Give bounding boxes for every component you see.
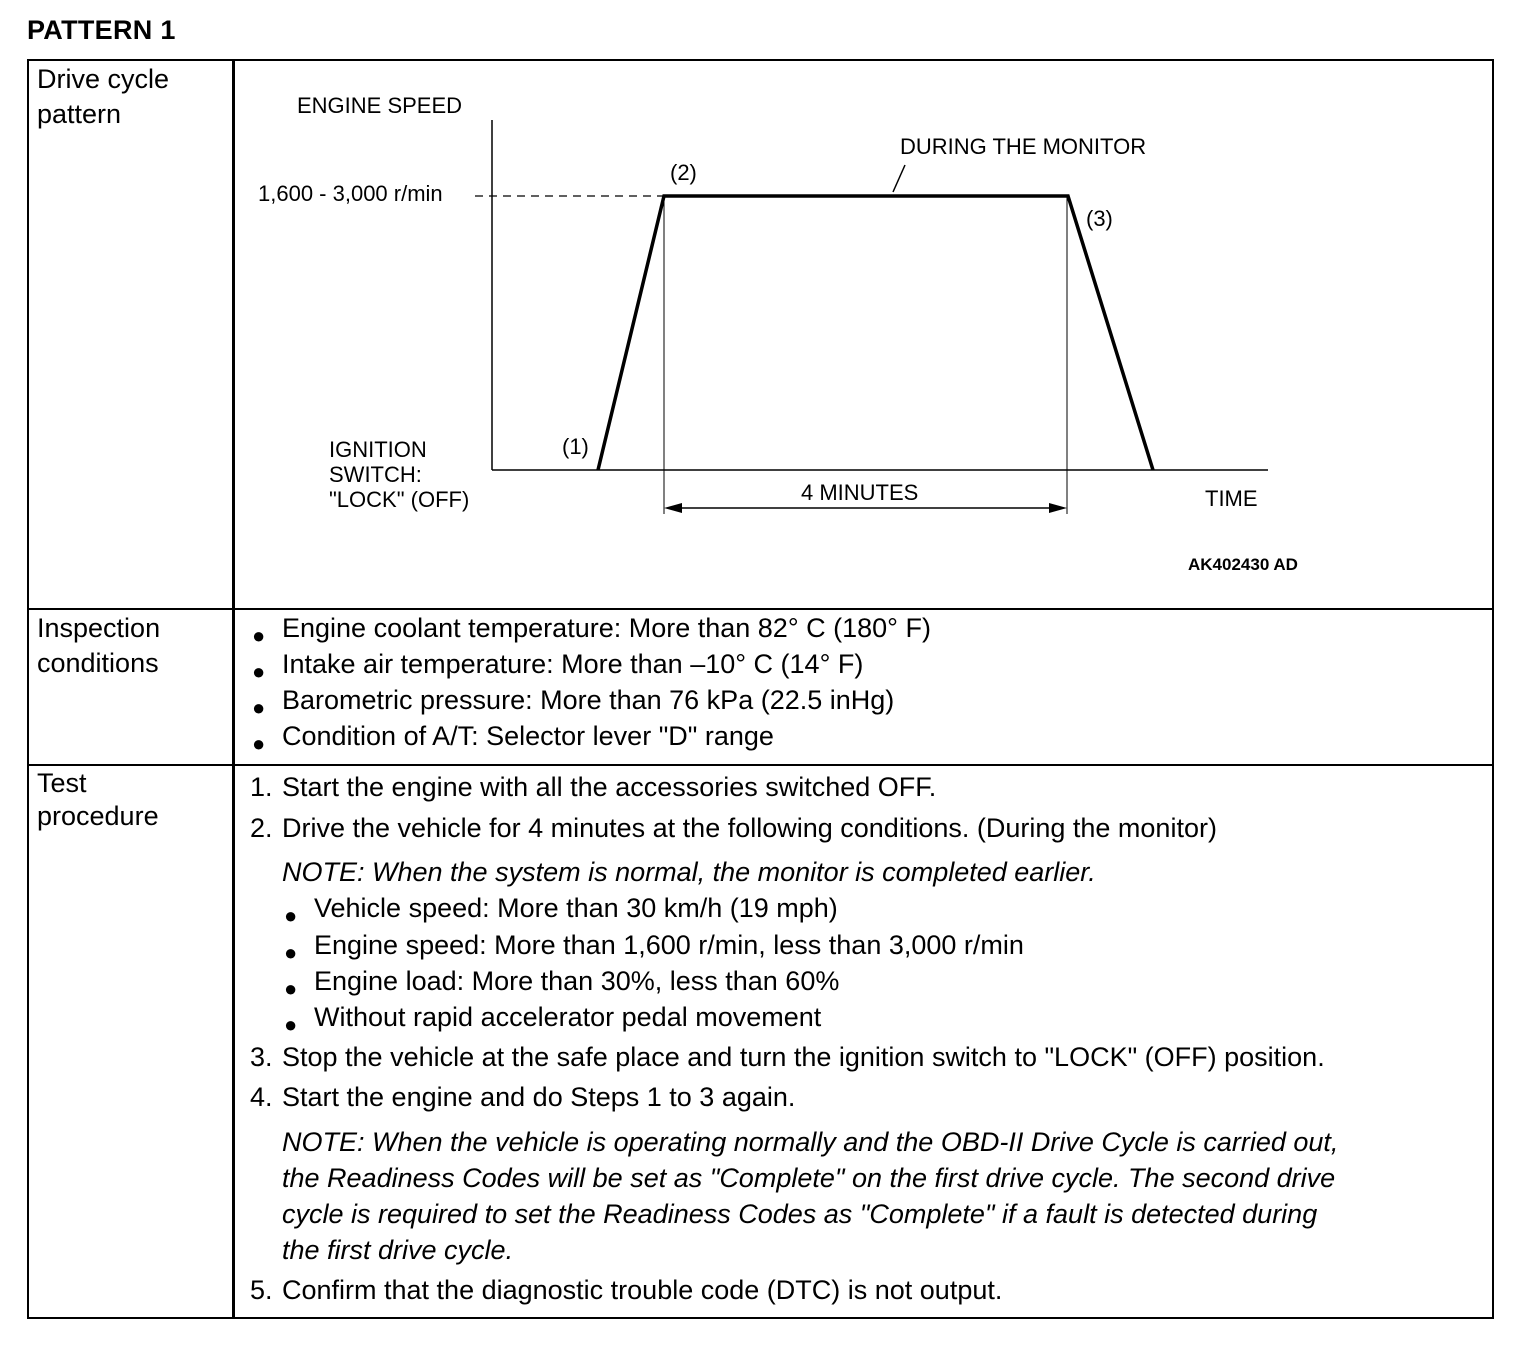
time-label: TIME — [1205, 486, 1258, 511]
engine-speed-profile — [598, 196, 1153, 470]
step-5-text: Confirm that the diagnostic trouble code (DTC) is not output. — [282, 1275, 1003, 1305]
point-2-label: (2) — [670, 160, 697, 185]
row-label-drive-cycle: Drive cycle pattern — [37, 64, 170, 129]
bullet-icon: ● — [252, 695, 266, 720]
note-2-line-1: NOTE: When the vehicle is operating normally and the OBD-II Drive Cycle is carried out, — [282, 1127, 1339, 1157]
step-number: 4. — [250, 1082, 273, 1112]
drive-cycle-diagram — [0, 0, 1536, 610]
inspection-item-4: Condition of A/T: Selector lever "D" range — [282, 721, 774, 751]
bullet-icon: ● — [284, 976, 298, 1001]
point-1-label: (1) — [562, 434, 589, 459]
condition-item-3: Engine load: More than 30%, less than 60% — [314, 966, 840, 996]
step-1-text: Start the engine with all the accessories switched OFF. — [282, 772, 937, 802]
step-number: 2. — [250, 813, 273, 843]
step-number: 1. — [250, 772, 273, 802]
bullet-icon: ● — [252, 731, 266, 756]
figure-code: AK402430 AD — [1188, 555, 1298, 574]
duration-arrow-head-right — [1049, 503, 1067, 513]
note-2-line-3: cycle is required to set the Readiness Codes as "Complete" if a fault is detected during — [282, 1199, 1318, 1229]
condition-item-1: Vehicle speed: More than 30 km/h (19 mph) — [314, 893, 838, 923]
ignition-label-line-1: IGNITION — [329, 437, 427, 462]
condition-item-2: Engine speed: More than 1,600 r/min, less than 3,000 r/min — [314, 930, 1024, 960]
step-number: 5. — [250, 1275, 273, 1305]
duration-label: 4 MINUTES — [801, 480, 919, 505]
row-label-inspection: Inspection conditions — [37, 613, 161, 678]
inspection-item-3: Barometric pressure: More than 76 kPa (22.5 inHg) — [282, 685, 895, 715]
bullet-icon: ● — [252, 623, 266, 648]
step-3-text: Stop the vehicle at the safe place and turn the ignition switch to "LOCK" (OFF) position. — [282, 1042, 1325, 1072]
bullet-icon: ● — [284, 940, 298, 965]
note-1: NOTE: When the system is normal, the monitor is completed earlier. — [282, 857, 1096, 887]
row-divider-2 — [27, 764, 1494, 766]
note-2-line-2: the Readiness Codes will be set as "Complete" on the first drive cycle. The second drive — [282, 1163, 1336, 1193]
page-title: PATTERN 1 — [27, 15, 176, 45]
note-2-line-4: the first drive cycle. — [282, 1235, 514, 1265]
y-axis-label: ENGINE SPEED — [297, 93, 463, 118]
step-2-text: Drive the vehicle for 4 minutes at the following conditions. (During the monitor) — [282, 813, 1217, 843]
duration-arrow-head-left — [664, 503, 682, 513]
ignition-label-line-3: "LOCK" (OFF) — [329, 487, 470, 512]
row-label-test-procedure: Test procedure — [37, 768, 159, 831]
step-4-text: Start the engine and do Steps 1 to 3 again. — [282, 1082, 796, 1112]
step-number: 3. — [250, 1042, 273, 1072]
condition-item-4: Without rapid accelerator pedal movement — [314, 1002, 822, 1032]
inspection-item-1: Engine coolant temperature: More than 82° C (180° F) — [282, 613, 931, 643]
speed-label: 1,600 - 3,000 r/min — [258, 181, 443, 206]
point-3-label: (3) — [1086, 206, 1113, 231]
inspection-item-2: Intake air temperature: More than –10° C (14° F) — [282, 649, 864, 679]
monitor-pointer — [893, 165, 905, 192]
bullet-icon: ● — [284, 1012, 298, 1037]
monitor-label: DURING THE MONITOR — [900, 134, 1147, 159]
bullet-icon: ● — [284, 903, 298, 928]
ignition-label-line-2: SWITCH: — [329, 462, 422, 487]
bullet-icon: ● — [252, 659, 266, 684]
